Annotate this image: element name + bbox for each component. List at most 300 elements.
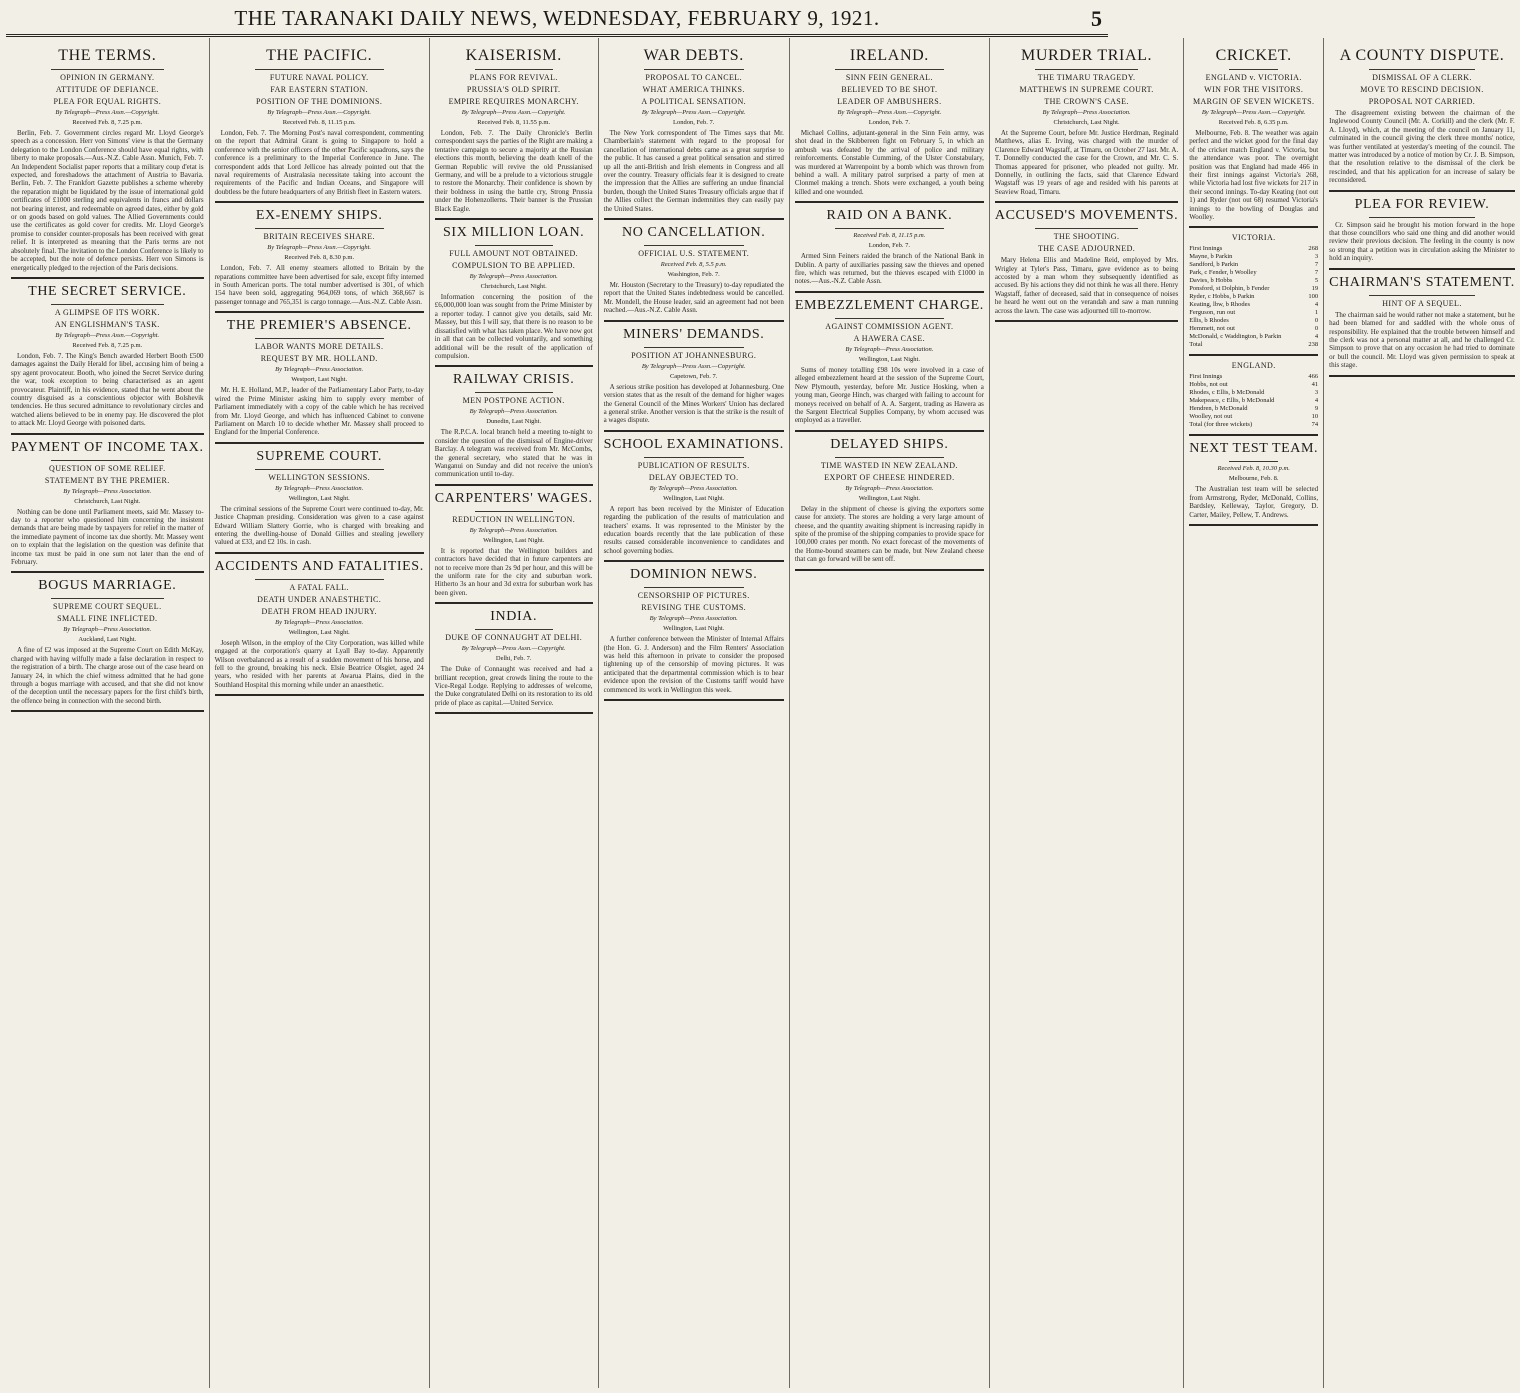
article-divider [435, 712, 593, 714]
scorecard-name: Hobbs, not out [1189, 381, 1228, 389]
article-divider [1189, 524, 1318, 526]
headline-rule [835, 69, 944, 70]
article-byline: By Telegraph—Press Association. [845, 345, 934, 353]
article-byline: By Telegraph—Press Association. [63, 487, 152, 495]
scorecard-name: Park, c Fender, b Woolley [1189, 269, 1257, 277]
article-byline: By Telegraph—Press Assn.—Copyright. [267, 244, 372, 252]
article-subhead: SMALL FINE INFLICTED. [57, 614, 158, 624]
headline-rule [51, 304, 164, 305]
article [1329, 275, 1515, 370]
headline-rule [644, 69, 744, 70]
headline-rule [1229, 461, 1278, 462]
scorecard-name: Keating, lbw, b Rhodes [1189, 301, 1251, 309]
scorecard-name: Total [1189, 341, 1203, 349]
scorecard-runs: 19 [1311, 285, 1319, 293]
article-headline: THE PREMIER'S ABSENCE. [226, 318, 412, 334]
article-body: Michael Collins, adjutant-general in the Sinn Fein army, was shot dead in the Skibbereen fight on February 5, in which an ambush was defeated by the arrival of police and military reinforcements. Constable Cumming, of the Ulster Constabulary, was murdered at Warrenpoint by a bomb which was thrown from behind a wall. A military patrol surprised a party of men at Clonmel making a trench. Shots were exchanged, a youth being killed and one wounded. [794, 129, 984, 196]
article-divider [11, 710, 204, 712]
article-divider [1329, 268, 1515, 270]
article-divider [11, 571, 204, 573]
article-headline: NEXT TEST TEAM. [1189, 441, 1319, 457]
article-byline: By Telegraph—Press Assn.—Copyright. [641, 109, 746, 116]
article [435, 609, 593, 707]
article-subhead: SINN FEIN GENERAL. [845, 73, 933, 82]
article-subhead: WHAT AMERICA THINKS. [642, 85, 745, 94]
headline-rule [644, 457, 744, 458]
article-divider [215, 311, 424, 313]
article-dateline: Christchurch, Last Night. [1053, 119, 1120, 126]
scorecard-row [1189, 389, 1318, 397]
article-subhead: EXPORT OF CHEESE HINDERED. [824, 472, 955, 482]
article-subhead: DELAY OBJECTED TO. [648, 472, 739, 482]
article-subhead: MOVE TO RESCIND DECISION. [1360, 85, 1484, 94]
article-subhead: ENGLAND. [1231, 361, 1276, 371]
article-subhead: POSITION OF THE DOMINIONS. [256, 97, 383, 106]
article-divider [604, 430, 784, 432]
page-number: 5 [1091, 6, 1102, 31]
article [795, 208, 984, 286]
article-subhead: LEADER OF AMBUSHERS. [837, 97, 942, 106]
article-dateline: Wellington, Last Night. [288, 628, 350, 636]
scorecard-row [1189, 421, 1318, 429]
article-headline: WAR DEBTS. [643, 47, 744, 64]
article [11, 578, 204, 705]
article-divider [795, 291, 984, 293]
scorecard-row [1189, 261, 1318, 269]
article-headline: NO CANCELLATION. [622, 225, 766, 241]
article-subhead: REDUCTION IN WELLINGTON. [452, 514, 576, 524]
article [215, 449, 424, 547]
article-subhead: MATTHEWS IN SUPREME COURT. [1019, 85, 1154, 94]
column-5 [790, 38, 990, 1388]
scorecard-runs: 7 [1314, 269, 1319, 277]
headline-rule [51, 460, 164, 461]
article-subhead: CENSORSHIP OF PICTURES. [637, 591, 750, 601]
article-body: The disagreement existing between the chairman of the Inglewood County Council (Mr. A. Corkill) and the clerk (Mr. F. A. Lloyd), which, at the meeting of the council on January 11, culminated in the council giving the clerk three months' notice, was further ventilated at yesterday's meeting of the council. The matter was introduced by a notice of motion by Cr. J. B. Simpson, that the resolution relative to the dismissal of the clerk be rescinded, and that his application for an increase of salary be reconsidered. [1329, 109, 1515, 185]
headline-rule [475, 629, 553, 630]
article-body: Information concerning the position of the £6,000,000 loan was sought from the Prime Minister by a reporter today. I cannot give you details, said Mr. Massey, but this I will say, that there is no reason to be dissatisfied with what has taken place. We have now got in all that can be collected voluntarily, and something additional will be the result of the application of compulsion. [434, 293, 593, 360]
article-dateline: Auckland, Last Night. [78, 636, 137, 644]
newspaper-title: THE TARANAKI DAILY NEWS, WEDNESDAY, FEBRUARY 9, 1921. [234, 6, 880, 30]
article-body: At the Supreme Court, before Mr. Justice Herdman, Reginald Matthews, alias E. Irving, was charged with the murder of Clarence Edward Wagstaff, at Timaru, on October 27 last. Mr. A. T. Donnelly conducted the case for the Crown, and Mr. C. S. Thomas appeared for prisoner, who pleaded not guilty. Mr. Donnelly, in outlining the facts, said that Clarence Edward Wagstaff was 19 years of age and resided with his parents at Seaview Road, Timaru. [994, 129, 1179, 196]
scorecard-row [1189, 309, 1318, 317]
article-subhead: WIN FOR THE VISITORS. [1204, 85, 1304, 94]
article-subhead: OPINION IN GERMANY. [60, 73, 155, 82]
scorecard-runs: 268 [1308, 245, 1319, 253]
article-body: Nothing can be done until Parliament meets, said Mr. Massey to-day to a reporter who questioned him concerning the insistent demands that are being made by taxpayers for relief in the matter of the immediate payment of income tax due shortly. Mr. Massey went on to explain that the legislation on the question was definite that income tax must be paid in one sum not later than the end of February. [11, 507, 204, 566]
article-subhead: PUBLICATION OF RESULTS. [637, 460, 750, 470]
column-1 [6, 38, 210, 1388]
article-byline: By Telegraph—Press Assn.—Copyright. [55, 331, 160, 339]
article-subhead: DEATH FROM HEAD INJURY. [261, 606, 377, 616]
article-headline: INDIA. [490, 609, 538, 625]
article-subhead: QUESTION OF SOME RELIEF. [49, 463, 166, 473]
scorecard-name: First Innings [1189, 245, 1223, 253]
article-divider [604, 320, 784, 322]
article-headline: MINERS' DEMANDS. [623, 326, 765, 342]
article-byline: Received Feb. 8, 10.30 p.m. [1217, 465, 1290, 473]
article-dateline: Received Feb. 8, 8.30 p.m. [284, 254, 355, 262]
article-divider [435, 218, 593, 220]
article-dateline: Received Feb. 8, 11.55 p.m. [477, 119, 551, 126]
article-headline: DOMINION NEWS. [630, 567, 758, 583]
headline-rule [644, 347, 744, 348]
column-8 [1324, 38, 1520, 1388]
article-dateline: Wellington, Last Night. [483, 536, 545, 544]
headline-rule [1229, 69, 1278, 70]
article-headline: DELAYED SHIPS. [830, 436, 949, 452]
article-headline: ACCIDENTS AND FATALITIES. [214, 558, 424, 574]
article-byline: By Telegraph—Press Association. [1042, 109, 1131, 116]
article-dateline: Wellington, Last Night. [858, 494, 920, 502]
headline-rule [1369, 295, 1475, 296]
article-subhead: WELLINGTON SESSIONS. [268, 472, 370, 482]
scorecard-name: McDonald, c Waddington, b Parkin [1189, 333, 1282, 341]
scorecard-row [1189, 293, 1318, 301]
article-divider [1189, 434, 1318, 436]
scorecard-runs: 0 [1314, 325, 1319, 333]
scorecard-row [1189, 405, 1318, 413]
scorecard-row [1189, 277, 1318, 285]
article-headline: SIX MILLION LOAN. [443, 225, 585, 241]
article-divider [1329, 375, 1515, 377]
article-dateline: Wellington, Last Night. [858, 355, 920, 363]
article-subhead: ENGLAND v. VICTORIA. [1205, 73, 1302, 82]
article-byline: By Telegraph—Press Assn.—Copyright. [837, 109, 942, 116]
article [435, 372, 593, 478]
article [435, 491, 593, 597]
article-body: Joseph Wilson, in the employ of the City Corporation, was killed while engaged at the corporation's quarry at Lyall Bay to-day. Apparently Wilson overbalanced as a result of a sudden movement of his horse, and fell to the ground, breaking his neck. Elsie Beatrice Olsgiet, aged 24 years, who resided with her parents at Awarua Plains, died in the Southland Hospital this morning while under an anaesthetic. [214, 638, 424, 689]
scorecard-runs: 1 [1314, 309, 1319, 317]
article-body: A serious strike position has developed at Johannesburg. One version states that as the result of the demand for higher wages the General Council of the Mines Workers' Union has declared a general strike. Another version is that the strike is the result of a wages dispute. [603, 382, 784, 425]
article-byline: By Telegraph—Press Association. [649, 615, 738, 623]
article-body: A further conference between the Minister of Internal Affairs (the Hon. G. J. Anderson) and the Film Renters' Association was held this afternoon in private to consider the proposed tightening up of the censorship of moving pictures. It was anticipated that the departmental commission which is to hear evidence upon the revision of the Customs tariff would have commenced its work in Wellington this week. [603, 635, 784, 694]
article-byline: By Telegraph—Press Assn.—Copyright. [461, 645, 566, 653]
scorecard-name: Ryder, c Hobbs, b Parkin [1189, 293, 1255, 301]
scorecard-row [1189, 253, 1318, 261]
scorecard-runs: 4 [1314, 397, 1319, 405]
article-byline: Received Feb. 8, 11.15 p.m. [853, 232, 926, 240]
article-dateline: Received Feb. 8, 7.25 p.m. [72, 341, 143, 349]
article-body: Mr. H. E. Holland, M.P., leader of the Parliamentary Labor Party, to-day wired the Prime Minister asking him to supply every member of Parliament immediately with a copy of the cable which he has received from Mr. Lloyd George, and which has influenced Cabinet to convene Parliament on March 10 to decide whether Mr. Massey shall proceed to England for the Imperial Conference. [214, 386, 424, 437]
article-body: London, Feb. 7. The Daily Chronicle's Berlin correspondent says the parties of the Right are making a tentative campaign to secure a majority at the Russian elections this month, believing the death knell of the German Republic will revive the old Prussianised Germany, and will be a prelude to a victorious struggle to restore the Monarchy. Their confidence is shown by their boldness in using the battle cry, Strong Prussia under the Hohenzollerns. Their banner is the Prussian Black Eagle. [434, 129, 593, 213]
scorecard-runs: 74 [1311, 421, 1319, 429]
article-body: The criminal sessions of the Supreme Court were continued to-day, Mr. Justice Chapman presiding. Consideration was given to a case against Edward William Slattery Gorrie, who is charged with breaking and entering the dwelling-house of Donald Gillies and stealing jewellery valued at £33, and £2 10s. in cash. [214, 504, 424, 547]
article-subhead: AN ENGLISHMAN'S TASK. [54, 319, 160, 329]
article [604, 567, 784, 694]
headline-rule [255, 69, 384, 70]
scorecard-runs: 9 [1314, 405, 1319, 413]
scorecard-name: Woolley, not out [1189, 413, 1233, 421]
scorecard-name: Mayne, b Parkin [1189, 253, 1233, 261]
newspaper-columns [6, 38, 1515, 1388]
scorecard-runs: 238 [1308, 341, 1319, 349]
article [1329, 46, 1515, 185]
article-byline: By Telegraph—Press Assn.—Copyright. [641, 362, 746, 370]
article-subhead: BRITAIN RECEIVES SHARE. [263, 232, 375, 242]
scorecard-runs: 4 [1314, 301, 1319, 309]
article [215, 318, 424, 436]
scorecard-runs: 10 [1311, 413, 1319, 421]
article-body: Mary Helena Ellis and Madeline Reid, employed by Mrs. Wrigley at Tyler's Pass, Timaru, gave evidence as to being accosted by a man whom they subsequently identified as accused. By his actions they did not think he was all there. Henry Wagstaff, father of deceased, said that in consequence of noises he heard he went out on the verandah and saw a man running across the lawn. The case was adjourned till to-morrow. [994, 256, 1179, 315]
article-subhead: THE CROWN'S CASE. [1044, 97, 1129, 106]
article-dateline: Wellington, Last Night. [288, 494, 350, 502]
article-subhead: A GLIMPSE OF ITS WORK. [54, 307, 160, 317]
article-body: The New York correspondent of The Times says that Mr. Chamberlain's statement with regard to the proposal for cancellation of international debts came as a great surprise to the public. It has caused a great political sensation and stirred up all the anti-British and Irish elements in Congress and all over the country. Treasury officials fear it is designed to create the impression that the Allies are suffering an undue financial burden, though the United States Treasury officials argue that if the Allies collect the German indemnities they can easily pay the United States. [603, 129, 784, 213]
headline-rule [1035, 228, 1138, 229]
article-subhead: PRUSSIA'S OLD SPIRIT. [466, 85, 561, 94]
article [215, 46, 424, 196]
article-dateline: Washington, Feb. 7. [667, 271, 720, 279]
article-body: Armed Sinn Feiners raided the branch of the National Bank in Dublin. A party of auxiliaries passing saw the thieves and opened fire, which was returned, but the thieves escaped with £1000 in notes.—Aus.-N.Z. Cable Assn. [794, 252, 984, 286]
scorecard-row [1189, 317, 1318, 325]
article-headline: RAID ON A BANK. [826, 208, 953, 224]
article-headline: SCHOOL EXAMINATIONS. [603, 436, 784, 452]
article-divider [795, 430, 984, 432]
headline-rule [1035, 69, 1138, 70]
article-byline: By Telegraph—Press Association. [469, 526, 558, 534]
article-dateline: Received Feb. 8, 11.15 p.m. [282, 119, 356, 126]
article-byline: By Telegraph—Press Association. [275, 366, 364, 374]
scorecard-row [1189, 325, 1318, 333]
scorecard-runs: 0 [1314, 317, 1319, 325]
scorecard-runs: 3 [1314, 389, 1319, 397]
article-subhead: AGAINST COMMISSION AGENT. [825, 321, 954, 331]
article-body: Cr. Simpson said he brought his motion forward in the hope that those councillors who said one thing and did another would review their previous decision. The feeling in the county is now so strong that a petition was in circulation asking the Minister to hold an inquiry. [1329, 220, 1515, 263]
article-subhead: LABOR WANTS MORE DETAILS. [255, 342, 384, 352]
article-headline: RAILWAY CRISIS. [453, 372, 575, 388]
article-byline: By Telegraph—Press Association. [845, 484, 934, 492]
article-byline: By Telegraph—Press Association. [469, 408, 558, 416]
article-subhead: FULL AMOUNT NOT OBTAINED. [449, 249, 579, 259]
article [604, 225, 784, 315]
article-body: London, Feb. 7. All enemy steamers allotted to Britain by the reparations committee have been advertised for sale, except fifty interned in South American ports. The total number advertised is 301, of which 154 have been sold, aggregating 964,069 tons, of which 368,667 is passenger tonnage and 765,351 is cargo tonnage.—Aus.-N.Z. Cable Assn. [214, 264, 424, 306]
scorecard-row [1189, 413, 1318, 421]
article-subhead: DISMISSAL OF A CLERK. [1372, 73, 1472, 82]
article-byline: By Telegraph—Press Assn.—Copyright. [461, 109, 566, 116]
article-headline: CRICKET. [1215, 47, 1292, 64]
scorecard-name: Davies, b Hobbs [1189, 277, 1233, 285]
article-subhead: PROPOSAL TO CANCEL. [645, 73, 742, 82]
article-subhead: THE TIMARU TRAGEDY. [1037, 73, 1136, 82]
article-headline: ACCUSED'S MOVEMENTS. [994, 208, 1179, 224]
article-subhead: REQUEST BY MR. HOLLAND. [260, 354, 378, 364]
headline-rule [475, 511, 553, 512]
scorecard-name: Total (for three wickets) [1189, 421, 1253, 429]
article [995, 46, 1178, 196]
scorecard-name: Makepeace, c Ellis, b McDonald [1189, 397, 1275, 405]
article-body: A report has been received by the Minister of Education regarding the publication of the results of matriculation and teachers' exams. It was represented to the Minister by the education boards recently that the late publication of these results caused considerable inconvenience to candidates and school governing bodies. [603, 504, 784, 555]
article-subhead: HINT OF A SEQUEL. [1382, 298, 1462, 308]
article-headline: THE TERMS. [58, 47, 157, 64]
headline-rule [255, 469, 384, 470]
article-divider [215, 442, 424, 444]
article-divider [215, 201, 424, 203]
article-divider [1329, 190, 1515, 192]
article [1189, 441, 1318, 519]
article-headline: EX-ENEMY SHIPS. [255, 208, 383, 224]
article-body: London, Feb. 7. The Morning Post's naval correspondent, commenting on the report that Admiral Grant is going to Singapore to hold a conference with the senior officers of the other Pacific squadrons, says the conference is a preliminary to the Imperial Conference in June. The correspondent adds that Lord Jellicoe has already pointed out that the naval requirements of Australasia necessitate taking into account the requirements of the Pacific and Indian Oceans, and Singapore will doubtless be the future headquarters of any British fleet in Eastern waters. [214, 129, 424, 196]
article-body: Berlin, Feb. 7. Government circles regard Mr. Lloyd George's speech as a concession. Herr von Simons' view is that the Germany delegation to the London Conference should have equal rights, with liberty to make proposals.—Aus.-N.Z. Cable Assn. Munich, Feb. 7. An Independent Socialist paper reports that a military coup d'etat is expected, and foreshadows the attachment of Austria to Bavaria. Berlin, Feb. 7. The Frankfort Gazette publishes a scheme whereby the reparation might be liquidated by the issue of international gold certificates of £1000 sterling and equivalents in francs and dollars not bearing interest, and redeemable on agreed dates, either by gold or on goods based on gold values. The Allied Governments could use the certificates as gold cover for credits. Mr. Lloyd George's promise to consider counter-proposals has been received with great relief. It is interpreted as meaning that the Paris terms are not absolutely final. The invitation to the London Conference is likely to be accepted, but the note of defence persists. Herr von Simons is energetically pledged to the rejection of the Paris decisions. [11, 129, 204, 272]
article [795, 437, 984, 564]
article-byline: By Telegraph—Press Association. [275, 484, 364, 492]
article-subhead: FUTURE NAVAL POLICY. [269, 73, 369, 82]
headline-rule [1369, 217, 1475, 218]
headline-rule [835, 228, 944, 229]
article-byline: By Telegraph—Press Assn.—Copyright. [267, 109, 372, 116]
article-subhead: PLANS FOR REVIVAL. [469, 73, 558, 82]
article [1189, 46, 1318, 221]
scorecard-name: Ponsford, st Dolphin, b Fender [1189, 285, 1270, 293]
scorecard-row [1189, 373, 1318, 381]
article-subhead: REVISING THE CUSTOMS. [641, 603, 747, 613]
article-headline: THE SECRET SERVICE. [28, 283, 187, 299]
scorecard-row [1189, 397, 1318, 405]
masthead [6, 4, 1108, 37]
article-dateline: London, Feb. 7. [868, 119, 911, 126]
column-4 [599, 38, 790, 1388]
article-headline: SUPREME COURT. [256, 448, 382, 464]
article-divider [795, 569, 984, 571]
article-headline: IRELAND. [849, 47, 929, 64]
article-headline: CARPENTERS' WAGES. [434, 490, 593, 506]
article-byline: By Telegraph—Press Association. [63, 626, 152, 634]
article-body: Sums of money totalling £98 10s were involved in a case of alleged embezzlement heard at the session of the Supreme Court, New Plymouth, yesterday, before Mr. Justice Hosking, when a young man, George Hinch, was charged with failing to account for moneys received on behalf of A. A. Sargent, trading as Hawera as the Sargent Electrical Supplies Company, by whom accused was employed as a traveller. [794, 365, 984, 425]
scorecard-row [1189, 381, 1318, 389]
article-dateline: Delhi, Feb. 7. [495, 655, 532, 663]
article [1189, 361, 1318, 429]
article-subhead: TIME WASTED IN NEW ZEALAND. [820, 460, 958, 470]
scorecard-row [1189, 245, 1318, 253]
article-dateline: Westport, Last Night. [291, 376, 348, 384]
scorecard-row [1189, 269, 1318, 277]
article-headline: CHAIRMAN'S STATEMENT. [1329, 274, 1515, 290]
headline-rule [475, 392, 553, 393]
headline-rule [51, 598, 164, 599]
headline-rule [1369, 69, 1475, 70]
article-subhead: OFFICIAL U.S. STATEMENT. [638, 249, 750, 259]
article-divider [215, 552, 424, 554]
headline-rule [644, 245, 744, 246]
article [11, 46, 204, 272]
article-subhead: SUPREME COURT SEQUEL. [53, 602, 162, 612]
article-subhead: MEN POSTPONE ACTION. [462, 396, 565, 406]
article [795, 46, 984, 196]
article-dateline: Wellington, Last Night. [663, 625, 725, 633]
scorecard-runs: 466 [1308, 373, 1319, 381]
article-body: A fine of £2 was imposed at the Supreme Court on Edith McKay, charged with having wilfully made a false declaration in respect to the registration of a birth. The charge arose out of the case heard on January 24, in which the chief witness admitted that he had gone through a bogus marriage with accused, and that she did not know of the deception until the necessary papers for the first child's birth, the offence being in connection with the second birth. [11, 646, 204, 705]
article-divider [604, 699, 784, 701]
article-subhead: THE CASE ADJOURNED. [1037, 244, 1136, 254]
article [995, 208, 1178, 315]
article-subhead: A POLITICAL SENSATION. [641, 97, 747, 106]
article-headline: A COUNTY DISPUTE. [1339, 47, 1505, 64]
article-byline: By Telegraph—Press Assn.—Copyright. [55, 109, 160, 116]
article [215, 208, 424, 306]
article-byline: Received Feb. 8, 5.5 p.m. [660, 261, 727, 269]
article-dateline: London, Feb. 7. [673, 119, 715, 126]
article-body: The R.P.C.A. local branch held a meeting to-night to consider the question of the dismissal of Engine-driver Barclay. A telegram was received from Mr. McCombs, the general secretary, who stated that he was in Wanganui on Sunday and did not receive the union's communication until to-day. [434, 428, 593, 479]
article-body: The Australian test team will be selected from Armstrong, Ryder, McDonald, Collins, Bardsley, Kelleway, Taylor, Gregory, D. Carter, Mailey, Pellew, T. Andrews. [1189, 485, 1319, 519]
scorecard-runs: 100 [1308, 293, 1319, 301]
article-dateline: Capetown, Feb. 7. [669, 372, 718, 380]
article-body: Delay in the shipment of cheese is giving the exporters some cause for anxiety. The stores are holding a very large amount of cheese, and the quantity awaiting shipment is increasing rapidly in spite of the promise of the shipping companies to provide space for 100,000 crates per month. No exact forecast of the movements of the Home-bound steamers can be made, but New Zealand cheese that can go forward will be sent off. [794, 504, 984, 564]
scorecard-runs: 3 [1314, 253, 1319, 261]
article [11, 284, 204, 428]
article-dateline: Christchurch, Last Night. [480, 283, 547, 291]
article-subhead: POSITION AT JOHANNESBURG. [631, 350, 757, 360]
article-body: It is reported that the Wellington builders and contractors have decided that in future carpenters are not to receive more than 2s 9d per hour, and this will be the uniform rate for the city and suburban work. Hitherto 3s an hour and 3d extra for suburban work has been given. [434, 546, 593, 597]
article [215, 559, 424, 689]
article-dateline: Received Feb. 8, 6.35 p.m. [1218, 119, 1289, 126]
article-subhead: STATEMENT BY THE PREMIER. [44, 475, 170, 485]
article-subhead: VICTORIA. [1231, 233, 1276, 243]
article-subhead: A FATAL FALL. [289, 582, 349, 592]
article-subhead: ATTITUDE OF DEFIANCE. [55, 85, 159, 94]
article-dateline: Christchurch, Last Night. [74, 497, 141, 505]
article [1189, 233, 1318, 349]
column-7 [1184, 38, 1324, 1388]
article-divider [11, 277, 204, 279]
headline-rule [51, 69, 164, 70]
article-divider [604, 560, 784, 562]
article-divider [995, 201, 1178, 203]
article-divider [435, 602, 593, 604]
article-subhead: FAR EASTERN STATION. [270, 85, 369, 94]
article-divider [1189, 354, 1318, 356]
article-dateline: Melbourne, Feb. 8. [1228, 475, 1279, 483]
article-body: The chairman said he would rather not make a statement, but he had been blamed for and saddled with the whole onus of responsibility. He explained that the trouble between himself and the clerk was not a personal matter at all, and he challenged Cr. Simpson to prove that on any occasion he had tried to dominate or bull the council. Mr. Lloyd was given permission to speak at this stage. [1329, 310, 1515, 370]
headline-rule [835, 318, 944, 319]
article-divider [604, 218, 784, 220]
article-body: Mr. Houston (Secretary to the Treasury) to-day repudiated the report that the United States indebtedness would be cancelled. Mr. Mondell, the House leader, said an agreement had not been reached.—Aus.-N.Z. Cable Assn. [603, 281, 784, 315]
article-dateline: London, Feb. 7. [868, 242, 911, 250]
scorecard-name: Hendren, b McDonald [1189, 405, 1248, 413]
article [435, 46, 593, 213]
article-byline: By Telegraph—Press Association. [649, 484, 738, 492]
article-divider [215, 694, 424, 696]
article-subhead: THE SHOOTING. [1053, 232, 1120, 242]
scorecard-row [1189, 341, 1318, 349]
article [604, 437, 784, 555]
article-subhead: MARGIN OF SEVEN WICKETS. [1192, 97, 1315, 106]
article-headline: BOGUS MARRIAGE. [38, 578, 177, 594]
article-body: The Duke of Connaught was received and had a brilliant reception, great crowds lining the route to the Vice-Regal Lodge. Replying to addresses of welcome, the Duke congratulated Delhi on its restoration to its old pride of place as capital.—United Service. [434, 665, 593, 707]
article [604, 46, 784, 213]
article-body: Melbourne, Feb. 8. The weather was again perfect and the wicket good for the final day of the cricket match England v. Victoria, but the attendance was poor. The overnight position was that England had made 466 in their first innings against Victoria's 268, while Victoria had lost five wickets for 217 in their second innings. To-day Keating (not out 1) and Ryder (not out 68) resumed Victoria's innings to the bowling of Douglas and Woolley. [1189, 129, 1319, 222]
headline-rule [255, 579, 384, 580]
article-subhead: BELIEVED TO BE SHOT. [841, 85, 938, 94]
article-byline: By Telegraph—Press Association. [469, 273, 558, 281]
scorecard-name: First Innings [1189, 373, 1223, 381]
article-subhead: DEATH UNDER ANAESTHETIC. [257, 594, 382, 604]
article-headline: PLEA FOR REVIEW. [1354, 196, 1490, 212]
article-divider [435, 484, 593, 486]
headline-rule [644, 587, 744, 588]
article-divider [11, 433, 204, 435]
article [795, 298, 984, 425]
scorecard-name: Ferguson, run out [1189, 309, 1236, 317]
scorecard-row [1189, 285, 1318, 293]
article-dateline: Received Feb. 8, 7.25 p.m. [72, 119, 143, 126]
article [435, 225, 593, 360]
article [1329, 197, 1515, 263]
headline-rule [255, 228, 384, 229]
article-headline: PAYMENT OF INCOME TAX. [11, 439, 204, 455]
article [11, 440, 204, 567]
scorecard-row [1189, 333, 1318, 341]
article-divider [795, 201, 984, 203]
